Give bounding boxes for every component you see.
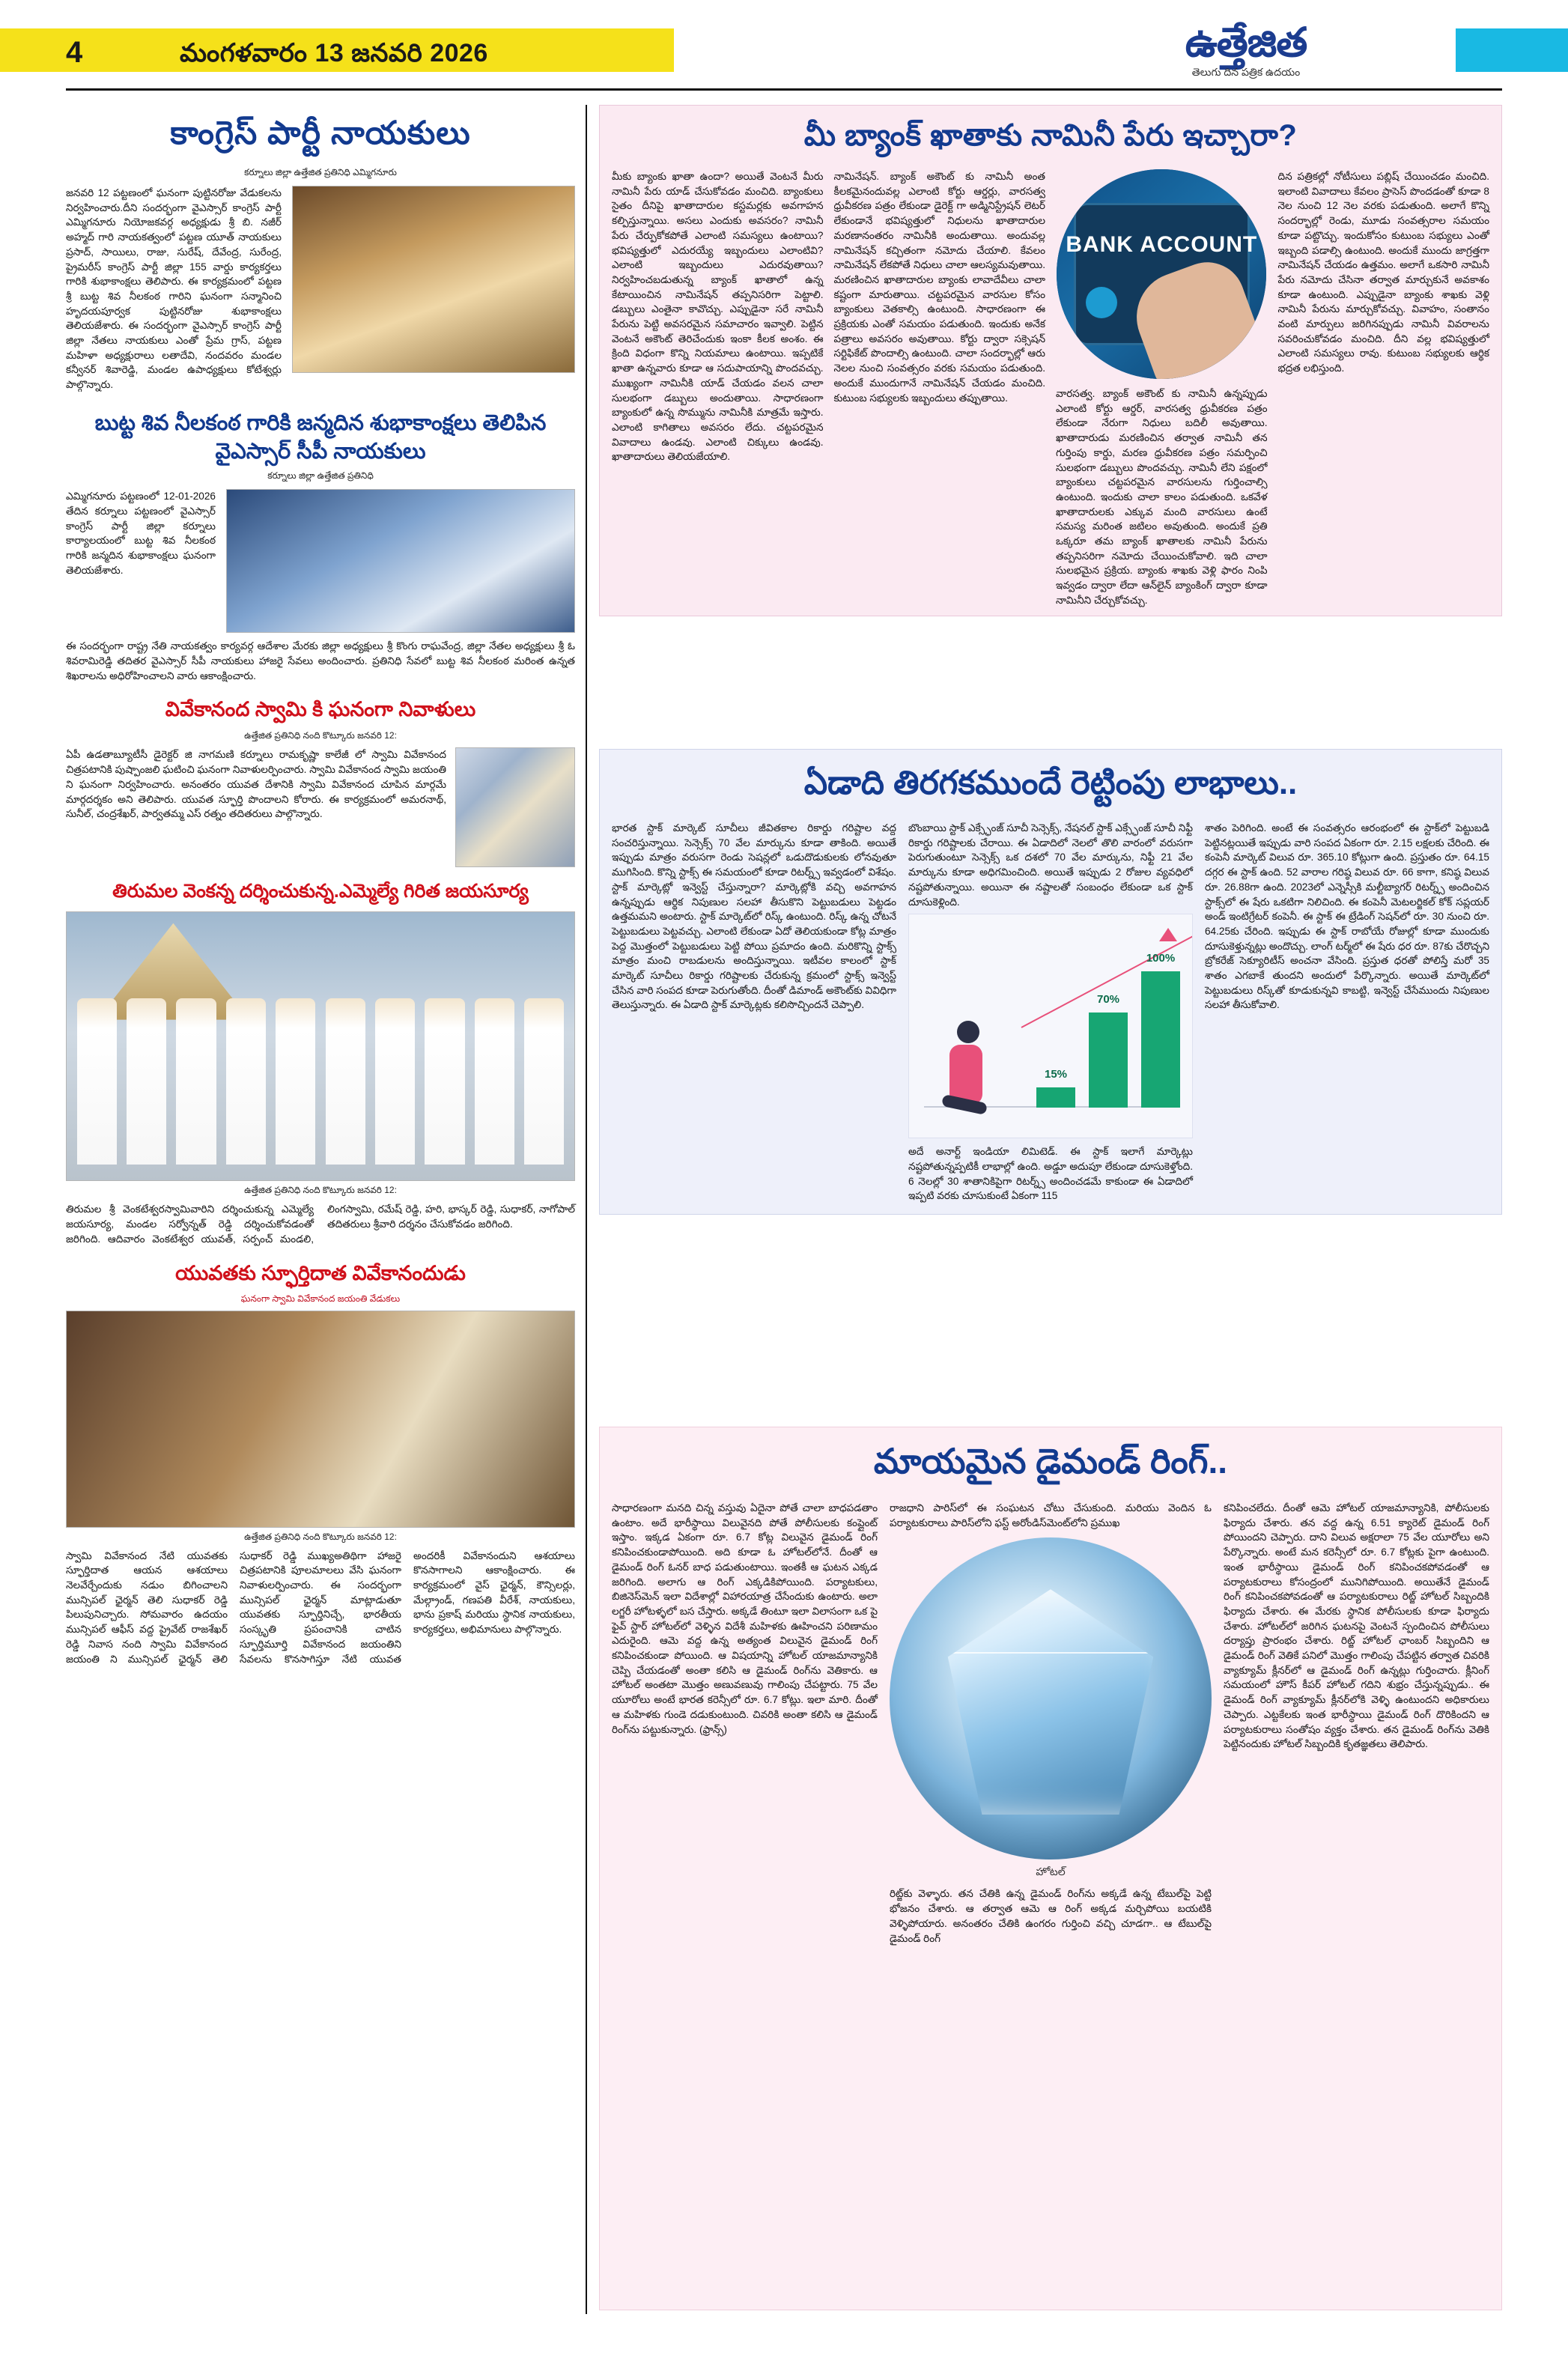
article2-credit: కర్నూలు జిల్లా ఉత్తేజిత ప్రతినిధి xyxy=(267,470,374,482)
article5-caption: ఘనంగా స్వామి వివేకానంద జయంతి వేడుకలు xyxy=(240,1293,401,1304)
bank-text-col-2: నామినేషన్. బ్యాంక్ అకౌంట్ కు నామినీ అంత కీలకమైనందువల్ల ఎలాంటి కోర్టు ఆర్డర్లు, వారసత్వ ధ్రువీకరణ పత్రం లేకుండా డైరెక్ట్ గా అడ్మినిస్ట్రేషన్ లెటర్ లేకుండానే భవిష్యత్తులో నిధులను ఖాతాదారుల మరణానంతరం నామినీకి అందుతాయి. అందువల్ల నామినేషన్ కచ్చితంగా నమోదు చేయాలి. కేవలం నామినేషన్ లేకపోతే నిధులు చాలా ఆలస్యమవుతాయి. మరణించిన ఖాతాదారుల బ్యాంకు లావాదేవీలు చాలా కష్టంగా మారుతాయి. చట్టపరమైన వారసుల కోసం బ్యాంకులు వెతకాల్సి ఉంటుంది. సాధారణంగా ఈ ప్రక్రియకు ఎంతో సమయం పడుతుంది. ఇందుకు అనేక పత్రాలు అవసరం అవుతాయి. కోర్టు ద్వారా సక్సెషన్ సర్టిఫికేట్ పొందాల్సి ఉంటుంది. చాలా సందర్భాల్లో ఆరు నెలల నుంచి సంవత్సరం వరకు సమయం పడుతుంది. అందుకే ముందుగానే నామినేషన్ చేయడం మంచిది. కుటుంబ సభ్యులకు ఇబ్బందులు తప్పుతాయి. xyxy=(833,171,1045,404)
article1-headline: కాంగ్రెస్ పార్టీ నాయకులు xyxy=(170,115,471,151)
bank-account-text: BANK ACCOUNT xyxy=(1066,232,1258,257)
person-figure xyxy=(475,998,514,1165)
bank-account-image xyxy=(1057,169,1266,379)
diamond-text-col-2b: రిట్జ్‌కు వెళ్ళారు. తన చేతికి ఉన్న డైమండ్ రింగ్‌ను అక్కడే ఉన్న టేబుల్‌పై పెట్టి భోజనం చేశారు. ఆ తర్వాత ఆమె ఆ రింగ్ అక్కడ మర్చిపోయి బయటికి వెళ్ళిపోయారు. అనంతరం చేతికి ఉంగరం గుర్తించి వచ్చి చూడగా.. ఆ టేబుల్‌పై డైమండ్ రింగ్ xyxy=(890,1888,1212,1944)
profit-col2-wrap xyxy=(908,821,1193,1203)
profit-text-col-1: భారత స్టాక్ మార్కెట్ సూచీలు జీవితకాల రికార్డు గరిష్టాల వద్ద సంచరిస్తున్నాయి. సెన్సెక్స్ 70 వేల మార్కును కూడా తాకింది. అయితే ఇప్పుడు మాత్రం వరుసగా రెండు సెషన్లలో ఒడుదొడుకులకు లోనవుతూ ముగిసింది. కొన్ని స్టాక్స్ ఈ సమయంలో కూడా రిటర్న్స్ ఇవ్వడంలో విశేషం. స్టాక్ మార్కెట్లో ఇన్వెస్ట్ చేస్తున్నారా? మార్కెట్లోకి వచ్చి అవగాహన ఉన్నప్పుడు ఆర్థిక నిపుణుల సలహా తీసుకొని పెట్టుబడులు పెట్టడం ఉత్తమమని అంటారు. స్టాక్ మార్కెట్‌లో రిస్క్ ఉంటుంది. రిస్క్ ఉన్న చోటనే పెట్టుబడులు పెట్టవచ్చు. ఎలాంటి లేకుండా ఏదో తెలియకుండా కోట్ల మాత్రం పెద్ద మొత్తంలో పెట్టుబడులు పెట్టి పోయి ప్రమాదం ఉంది. మరికొన్ని స్టాక్స్ మాత్రం మంచి రాబడులను అందిస్తున్నాయి. ఇటీవల కాలంలో స్టాక్ మార్కెట్ సూచీలు రికార్డు గరిష్టాలకు చేరుకున్న క్రమంలో స్టాక్స్ ఇన్వెస్ట్ చేసిన వారి సంపద కూడా పెరుగుతోంది. దీంతో డిమాండ్ అకౌంట్‌కు వివిధిగా తెలుస్తున్నారు. ఈ ఏడాది స్టాక్ మార్కెట్లకు కలిసొచ్చిందనే చెప్పాలి. xyxy=(612,822,896,1011)
person-figure xyxy=(524,998,564,1165)
profit-columns xyxy=(612,821,1489,1203)
diamond-text-col-3: కనిపించలేదు. దీంతో ఆమె హోటల్ యాజమాన్యానికి, పోలీసులకు ఫిర్యాదు చేశారు. తన వద్ద ఉన్న 6.51 క్యారెట్ డైమండ్ రింగ్ పోయిందని చెప్పారు. దాని విలువ అక్షరాలా 75 వేల యూరోలు అని పేర్కొన్నారు. అంటే మన కరెన్సీలో రూ. 6.7 కోట్లకు పైగా ఉంటుంది. ఇంత భారీస్థాయి డైమండ్ రింగ్ కనిపించకపోవడంతో ఆ పర్యాటకురాలు కోసంద్రంలో మునిగిపోయింది. అయితేనే డైమండ్ రింగ్ కనిపించకపోవడంతో ఆ పర్యాటకురాలు రిట్జ్ హోటల్ సిబ్బందికి ఫిర్యాదు చేశారు. ఈ మేరకు స్థానిక పోలీసులకు కూడా ఫిర్యాదు చేశారు. హోటల్‌లో జరిగిన ఘటనపై వెంటనే స్పందించిన పోలీసులు దర్యాప్తు ప్రారంభం చేశారు. రిట్జ్ హోటల్ ఛాంబర్ సిబ్బందిని ఆ డైమండ్ రింగ్ వెతికే పనిలో మొత్తం గాలింపు చేపట్టిన తర్వాత చివరికి వ్యాక్యూమ్ క్లీనర్‌లో ఆ డైమండ్ రింగ్ ఉన్నట్లు గుర్తించారు. క్లీనింగ్ సమయంలో హౌస్ కీపర్ హోటల్ గదిని శుభ్రం చేస్తున్నప్పుడు.. ఈ డైమండ్ రింగ్ వ్యాక్యూమ్ క్లీనర్‌లోకి వెళ్ళి ఉంటుందని అధికారులు చెప్పారు. ఎట్టకేలకు ఇంత భారీస్థాయి డైమండ్ రింగ్ దొరికిందని ఆ పర్యాటకురాలు సంతోషం వ్యక్తం చేశారు. తన డైమండ్ రింగ్‌ను వెతికి పెట్టినందుకు హోటల్ సిబ్బందికి కృతజ్ఞతలు తెలిపారు. xyxy=(1224,1502,1489,1750)
article3-text: ఏపీ ఉడతాబ్యూటీసీ డైరెక్టర్ జి నాగమణి కర్నూలు రామకృష్ణా కాలేజీ లో స్వామి వివేకానంద చిత్రపటానికి పుష్పాంజలి ఘటించి ఘనంగా నివాళులర్పించారు. స్వామి వివేకానంద స్వామి జయంతి ని ఘనంగా నిర్వహించారు. అనంతరం యువత దేశానికి స్వామి వివేకానంద చూపిన మార్గమే మార్గదర్శకం అని తెలిపారు. యువత స్ఫూర్తి పొందాలని కోరారు. ఈ కార్యక్రమంలో అమరనాథ్, సునీల్, చంద్రశేఖర్, పార్వతమ్మ ఎస్ రత్నం తదితరులు పాల్గొన్నారు. xyxy=(66,749,446,820)
article2-body-block xyxy=(66,489,575,633)
profit-text-col-3: శాతం పెరిగింది. అంటే ఈ సంవత్సరం ఆరంభంలో ఈ స్టాక్‌లో పెట్టుబడి పెట్టినట్లయితే ఇప్పుడు వారి సంపద ఏకంగా రూ. 2.15 లక్షలకు చేరింది. ఈ కంపెనీ మార్కెట్ విలువ రూ. 365.10 కోట్లుగా ఉంది. ప్రస్తుతం రూ. 64.15 దగ్గర ఈ స్టాక్ ఉంది. 52 వారాల గరిష్ఠ విలువ రూ. 66 కాగా, కనిష్ఠ విలువ రూ. 26.88గా ఉంది. 2023లో ఎన్నెస్సీకి మల్టీబ్యాగర్ రిటర్న్స్ అందించిన స్టాక్స్‌లో ఈ షేరు ఒకటిగా నిలిచింది. ఈ కంపెనీ మెటలర్జికల్ కోక్ సప్లయర్ అండ్ ఇంటిగ్రేటర్ కంపెనీ. ఈ స్టాక్ ఈ ట్రేడింగ్ సెషన్‌లో రూ. 30 నుంచి రూ. 64.25కు చేరింది. ఇప్పుడు ఈ స్టాక్ రాబోయే రోజుల్లో కూడా ముందుకు దూసుకెళ్తున్నట్లు అందొచ్చు. లాంగ్ టర్మ్‌లో ఈ షేరు ధర రూ. 87కు చేరొచ్చని బ్రోకరేజ్ సెక్యూరిటీస్ అంచనా వేసింది. ప్రస్తుత ధరతో పోలిస్తే మరో 35 శాతం ఎగబాకే తుందని అందులో పేర్కొన్నారు. అయితే మార్కెట్‌లో పెట్టుబడులు రిస్క్‌తో కూడుకున్నవి కాబట్టి, ఇన్వెస్ట్ చేసేముందు నిపుణుల సలహా తీసుకోవాలి. xyxy=(1205,822,1489,1011)
article2-headline: బుట్ట శివ నీలకంఠ గారికి జన్మదిన శుభాకాంక్షలు తెలిపిన వైఎస్సార్ సీపీ నాయకులు xyxy=(94,410,547,464)
bank-headline: మీ బ్యాంక్ ఖాతాకు నామినీ పేరు ఇచ్చారా? xyxy=(803,119,1298,152)
masthead xyxy=(0,0,1568,90)
article1-body-block xyxy=(66,186,575,392)
diamond-ring-photo xyxy=(890,1537,1212,1859)
diamond-gem-shape xyxy=(929,1589,1173,1815)
bank-text-col-3: వారసత్వ. బ్యాంక్ అకౌంట్ కు నామినీ ఉన్నప్పుడు ఎలాంటి కోర్టు ఆర్డర్, వారసత్వ ధ్రువీకరణ పత్రం లేకుండా నేరుగా నిధులు బదిలీ అవుతాయి. ఖాతాదారుడు మరణించిన తర్వాత నామినీ తన గుర్తింపు కార్డు, మరణ ధ్రువీకరణ పత్రం సమర్పించి సులభంగా డబ్బులు పొందవచ్చు. నామినీ లేని పక్షంలో బ్యాంకులు చట్టపరమైన వారసులను గుర్తించాల్సి ఉంటుంది. ఇందుకు చాలా కాలం పడుతుంది. ఒకవేళ ఖాతాదారులకు ఎక్కువ మంది వారసులు ఉంటే సమస్య మరింత జటిలం అవుతుంది. అందుకే ప్రతి ఒక్కరూ తమ బ్యాంక్ ఖాతాలకు నామినీ పేరును తప్పనిసరిగా నమోదు చేయించుకోవాలి. ఇది చాలా సులభమైన ప్రక్రియ. బ్యాంకు శాఖకు వెళ్లి ఫారం నింపి ఇవ్వడం ద్వారా లేదా ఆన్‌లైన్ బ్యాంకింగ్ ద్వారా కూడా నామినీని చేర్చుకోవచ్చు. xyxy=(1056,388,1268,606)
person-figure xyxy=(326,998,365,1165)
masthead-rule xyxy=(66,88,1502,91)
article1-photo xyxy=(292,186,575,373)
person-figure xyxy=(176,998,216,1165)
publication-date: మంగళవారం 13 జనవరి 2026 xyxy=(180,39,488,67)
person-figure xyxy=(276,998,315,1165)
profit-headline: ఏడాది తిరగకముందే రెట్టింపు లాభాలు.. xyxy=(803,765,1298,801)
diamond-photo-caption: హోటల్ xyxy=(1036,1865,1066,1878)
diamond-headline: మాయమైన డైమండ్ రింగ్.. xyxy=(873,1442,1228,1481)
article4-photo xyxy=(66,911,575,1181)
chart-arrow-icon xyxy=(1159,928,1177,941)
article4-headline: తిరుమల వెంకన్న దర్శించుకున్న.ఎమ్మెల్యే గిరిత జయసూర్య xyxy=(112,881,529,902)
chart-bar-label: 70% xyxy=(1096,992,1120,1006)
spacer xyxy=(890,1880,1212,1886)
bank-col3-wrap xyxy=(1056,169,1268,608)
chart-bar-label: 100% xyxy=(1146,952,1176,965)
person-figure xyxy=(77,998,117,1165)
diamond-text-col-1: సాధారణంగా మనది చిన్న వస్తువు ఏదైనా పోతే చాలా బాధపడతాం ఉంటాం. అదే భారీస్థాయి విలువైనది పోతే పోలీసులకు కంప్లైంట్ ఇస్తాం. ఇక్కడ ఏకంగా రూ. 6.7 కోట్ల విలువైన డైమండ్ రింగ్ కనిపించకుండాపోయింది. అది కూడా ఓ హోటల్‌లోనే. దీంతో ఆ డైమండ్ రింగ్ ఓనర్ బాధ పడుతుంటాయి. ఇంతకీ ఆ ఘటన ఎక్కడ జరిగింది. అలాగు ఆ రింగ్ ఎక్కడికిపోయింది. పర్యాటకులు, బిజినెస్‌మెన్ ఇలా విదేశాల్లో విహారయాత్ర చేసేందుకు ఉంటారు. అలా లగ్జరీ హోటళ్ళలో బస చేస్తారు. అక్కడే తింటూ ఇలా విలాసంగా ఒక పై ఫైవ్ స్టార్ హోటల్‌లో వెళ్ళిన విదేశీ మహిళకు ఊహించని పరిణామం ఎదురైంది. ఆమె వద్ద ఉన్న అత్యంత విలువైన డైమండ్ రింగ్ కనిపించకుండా పోయింది. ఆ విషయాన్ని హోటల్ యాజమాన్యానికి చెప్పి చేయడంతో అంతా కలిసి ఆ డైమండ్ రింగ్‌ను వెతికారు. ఆ హోటల్ అంతటా మొత్తం అణువణువు గాలింపు చేపట్టారు. 75 వేల యూరోలు అంటే భారత కరెన్సీలో రూ. 6.7 కోట్లు. ఇలా మారి. దీంతో ఆ మహిళకు గుండె దడుకుంటుంది. చివరికి అంతా కలిసి ఆ డైమండ్ రింగ్‌ను పట్టుకున్నారు. (ఫ్రాన్స్) xyxy=(612,1502,878,1735)
chart-bar xyxy=(1036,1067,1075,1108)
article1-credit: కర్నూలు జిల్లా ఉత్తేజిత ప్రతినిధి ఎమ్మిగనూరు xyxy=(244,167,397,177)
masthead-cyan-band xyxy=(1456,28,1568,72)
page-number: 4 xyxy=(66,36,83,69)
person-figure xyxy=(226,998,266,1165)
growth-chart xyxy=(908,914,1193,1138)
brand-tagline: తెలుగు దిన పత్రిక ఉదయం xyxy=(1191,66,1301,78)
diamond-text-col-2: రాజధాని పారిస్‌లో ఈ సంఘటన చోటు చేసుకుంది. మరియు వెందిన ఓ పర్యాటకురాలు పారిస్‌లోని ఫస్ట్ అరోండిస్‌మెంట్‌లోని ప్రముఖ xyxy=(890,1502,1212,1528)
article1-text: జనవరి 12 పట్టణంలో ఘనంగా పుట్టినరోజు వేడుకలను నిర్వహించారు.దీని సందర్భంగా వైఎస్సార్ కాంగ్రెస్ పార్టీ ఎమ్మిగనూరు నియోజకవర్గ అధ్యక్షుడు శ్రీ బి. నజీర్ అహ్మద్ గారి నాయకత్వంలో పట్టణ యూత్ నాయకులు ప్రసాద్, సాయిలు, రాజు, సురేష్, దేవేంద్ర, సురేంద్ర, ప్రైమరీస్ కాంగ్రెస్ పార్టీ జిల్లా 155 వార్డు కార్యకర్తలు గారికి శుభాకాంక్షలు తెలిపారు. ఈ కార్యక్రమంలో పట్టణ శ్రీ బుట్ట శివ నీలకంఠ గారిని ఘనంగా సన్మానించి హృదయపూర్వక పుట్టినరోజు శుభాకాంక్షలు తెలియజేశారు. ఈ సందర్భంగా వైఎస్సార్ కాంగ్రెస్ పార్టీ జిల్లా నేతలు నాయకులు ఎంతో ప్రేమ గ్రాస్, పట్టణ మహిళా అధ్యక్షురాలు లతాదేవి, నందవరం మండల కన్వీనర్ శివారెడ్డి, మండల ఉపాధ్యక్షులు కోటేశ్వర్లు పాల్గొన్నారు. xyxy=(66,187,282,391)
chart-bar-label: 15% xyxy=(1044,1067,1068,1081)
person-figure xyxy=(425,998,464,1165)
diamond-article xyxy=(599,1427,1502,2310)
runner-head-shape xyxy=(957,1021,979,1043)
diamond-columns xyxy=(612,1501,1489,1946)
article2-text-2: ఈ సందర్భంగా రాష్ట్ర నేతి నాయకత్వం కార్యవర్గ ఆదేశాల మేరకు జిల్లా అధ్యక్షులు శ్రీ కొంగు రాఘవేంద్ర, జిల్లా నేతల అధ్యక్షులు శ్రీ ఓ శివరామిరెడ్డి తదితర వైఎస్సార్ సీపీ నాయకులు హాజరై సేవలు అందించారు. ప్రతినిధి సేవలో బుట్ట శివ నీలకంఠ మరింత ఉన్నత శిఖరాలను అధిరోహించాలని వారు ఆకాంక్షించారు. xyxy=(66,640,575,681)
photo-people-row xyxy=(77,998,565,1165)
bank-text-col-1: మీకు బ్యాంకు ఖాతా ఉందా? అయితే వెంటనే మీరు నామినీ పేరు యాడ్ చేసుకోవడం మంచిది. బ్యాంకులు సైతం దీనిపై ఖాతాదారుల కస్టమర్లకు అవగాహన కల్పిస్తున్నాయి. అసలు ఎందుకు అవసరం? నామినీ పేరు చేర్పుకోకపోతే ఎలాంటి సమస్యలు ఉంటాయి? భవిష్యత్తులో ఎదురయ్యే ఇబ్బందులు ఎలాంటివి? ఎలాంటి ఇబ్బందులు ఎదురవుతాయి? నిర్వహించబడుతున్న బ్యాంక్ ఖాతాలో ఉన్న కేటాయించిన నామినేషన్ తప్పనిసరిగా పెట్టాలి. డబ్బులు ఎంతైనా కావొచ్చు. ఎప్పుడైనా సరే నామినీ పేరును పెట్టి అవసరమైన సమాచారం ఇవ్వాలి. పెట్టిన వెంటనే అకౌంట్ తెరిచేందుకు ఇంకా కీలక అంశం. ఈ క్రింది విధంగా కొన్ని నియమాలు ఉంటాయి. ఇప్పటికే ఖాతా ఉన్నవారు కూడా ఆ సదుపాయాన్ని పొందవచ్చు. ముఖ్యంగా నామినీకి యాడ్ చేయడం వలన చాలా సులభంగా డబ్బులు అందుతాయి. సాధారణంగా బ్యాంకులో ఉన్న సొమ్మును నామినీకి మాత్రమే ఇస్తారు. ఎలాంటి కాగితాలు అవసరం లేదు. చట్టపరమైన వివాదాలు ఉండవు. ఎలాంటి చిక్కులు ఉండవు. ఖాతాదారులు తెలియజేయాలి. xyxy=(612,171,824,463)
profit-article xyxy=(599,749,1502,1215)
person-figure xyxy=(375,998,415,1165)
person-figure xyxy=(127,998,166,1165)
bank-article xyxy=(599,105,1502,616)
article4-caption: ఉత్తేజిత ప్రతినిధి నంది కొట్కూరు జనవరి 12: xyxy=(244,1185,397,1196)
article3-photo xyxy=(455,747,575,867)
bank-text-col-4: దిన పత్రికల్లో నోటీసులు పబ్లిష్ చేయించడం మంచిది. ఇలాంటి వివాదాలు కేవలం ప్రాసెస్ పొందడంతో కూడా 8 నెల నుంచి 12 నెల వరకు పడుతుంది. అలాగే కొన్ని సందర్భాల్లో రెండు, మూడు సంవత్సరాల సమయం కూడా పట్టొచ్చు. ఇందుకోసం కుటుంబ సభ్యులు ఎంతో ఇబ్బంది పడాల్సి ఉంటుంది. అందుకే ముందు జాగ్రత్తగా నామినేషన్ చేయడం ఉత్తమం. అలాగే ఒకసారి నామినీ పేరు నమోదు చేసినా తర్వాత మార్చుకునే అవకాశం కూడా ఉంటుంది. ఎప్పుడైనా బ్యాంకు శాఖకు వెళ్లి నామినీ పేరును మార్చుకోవచ్చు. వివాహం, సంతానం వంటి మార్పులు జరిగినప్పుడు నామినీ వివరాలను సవరించుకోవడం మంచిది. దీని వల్ల భవిష్యత్తులో ఎలాంటి సమస్యలు రావు. కుటుంబ సభ్యులకు ఆర్థిక భద్రత లభిస్తుంది. xyxy=(1277,171,1489,374)
article5-photo xyxy=(66,1311,575,1528)
chart-bar xyxy=(1089,992,1128,1108)
bank-card-illustration xyxy=(1057,169,1266,379)
diamond-col2-wrap xyxy=(890,1501,1212,1946)
runner-illustration xyxy=(927,992,1017,1105)
article5-text: స్వామి వివేకానంద నేటి యువతకు స్ఫూర్తిదాత ఆయన ఆశయాలు నెలవేర్చేందుకు నడుం బిగించాలని మున్సిపల్ ఛైర్మన్ తెలి సుధాకర్ రెడ్డి పిలుపునిచ్చారు. సోమవారం ఉదయం మున్సిపల్ ఆఫీస్ వద్ద ప్రైవేట్ రాజశేఖర్ రెడ్డి నివాస నంది స్వామి వివేకానంద జయంతి ని మున్సిపల్ ఛైర్మన్ తెలి సుధాకర్ రెడ్డి ముఖ్యఅతిథిగా హాజరై చిత్రపటానికి పూలమాలలు వేసి ఘనంగా నివాళులర్పించారు. ఈ సందర్భంగా మున్సిపల్ ఛైర్మన్ మాట్లాడుతూ యువతకు స్ఫూర్తినిచ్చే, భారతీయ సంస్కృతి ప్రపంచానికి చాటిన స్ఫూర్తిమూర్తి వివేకానంద జయంతిని సేవలను కొనసాగిస్తూ నేటి యువత అందరికీ వివేకానందుని ఆశయాలు కొనసాగాలని ఆకాంక్షించారు. ఈ కార్యక్రమంలో వైస్ ఛైర్మన్, కౌన్సిలర్లు, మేల్గ్రాండ్, గణపతి వీరేశ్, నాయకులు, భాను ప్రకాష్ మరియు స్థానిక నాయకులు, కార్యకర్తలు, అభిమానులు పాల్గొన్నారు. xyxy=(66,1549,575,1665)
article3-body-block xyxy=(66,747,575,867)
rupee-icon xyxy=(1086,287,1117,318)
left-column xyxy=(66,105,575,1666)
article5-headline: యువతకు స్ఫూర్తిదాత వివేకానందుడు xyxy=(175,1261,466,1284)
bank-columns xyxy=(612,169,1489,608)
article2-photo xyxy=(226,489,575,633)
newspaper-logo xyxy=(1089,22,1403,81)
chart-bar xyxy=(1141,952,1180,1108)
profit-text-col-2: బొంబాయి స్టాక్ ఎక్స్ఛేంజ్ సూచీ సెన్సెక్స్, నేషనల్ స్టాక్ ఎక్స్ఛేంజ్ సూచీ నిఫ్టీ రికార్డు గరిష్టాలకు చేరాయి. ఈ ఏడాదిలో నెలలో తొలి వారంలో వరుసగా పెరుగుతుంటూ సెన్సెక్స్ ఒక దశలో 70 వేల మార్కును, నిఫ్టీ 21 వేల మార్కును కూడా అధిగమించింది. అయితే ఇప్పుడు 2 రోజుల వ్యవధిలో నష్టపోతున్నాయి. అయినా ఈ నష్టాలతో సంబంధం లేకుండా ఒక స్టాక్ దూసుకెళ్లింది. xyxy=(908,822,1193,908)
article5-credit: ఉత్తేజిత ప్రతినిధి నంది కొట్కూరు జనవరి 12: xyxy=(244,1531,397,1542)
brand-name: ఉత్తేజిత xyxy=(1185,20,1307,65)
article3-credit: ఉత్తేజిత ప్రతినిధి నంది కొట్కూరు జనవరి 12: xyxy=(244,730,397,741)
column-divider xyxy=(586,105,587,2314)
article3-headline: వివేకానంద స్వామి కి ఘనంగా నివాళులు xyxy=(165,698,476,721)
profit-text-col-2b: అదే అనార్ట్ ఇండియా లిమిటెడ్. ఈ స్టాక్ ఇలాగే మార్కెట్లు నష్టపోతున్నప్పటికీ లాభాల్లో ఉంది. అడ్డూ అదుపూ లేకుండా దూసుకెళ్తోంది. 6 నెలల్లో 30 శాతానికిపైగా రిటర్న్స్ అందించడమే కాకుండా ఈ ఏడాదిలో ఇప్పటి వరకు చూసుకుంటే ఏకంగా 115 xyxy=(908,1146,1193,1202)
article2-text: ఎమ్మిగనూరు పట్టణంలో 12-01-2026 తేదిన కర్నూలు పట్టణంలో వైఎస్సార్ కాంగ్రెస్ పార్టీ జిల్లా కర్నూలు కార్యాలయంలో బుట్ట శివ నీలకంఠ గారికి జన్మదిన శుభాకాంక్షలు ఘనంగా తెలియజేశారు. xyxy=(66,491,216,576)
article4-text: తిరుమల శ్రీ వెంకటేశ్వరస్వామివారిని దర్శించుకున్న ఎమ్మెల్యే జయసూర్య, మండల సర్వోన్నత్ రెడ్డి దర్శించుకోవడంతో జరిగింది. ఆదివారం వెంకటేశ్వర యువత్, సర్పంచ్ మండలి, లింగస్వామి, రమేష్ రెడ్డి, హరి, భాస్కర్ రెడ్డి, సుధాకర్, నాగోపాల్ తదితరులు శ్రీవారి దర్శనం చేసుకోవడం జరిగింది. xyxy=(66,1203,575,1245)
